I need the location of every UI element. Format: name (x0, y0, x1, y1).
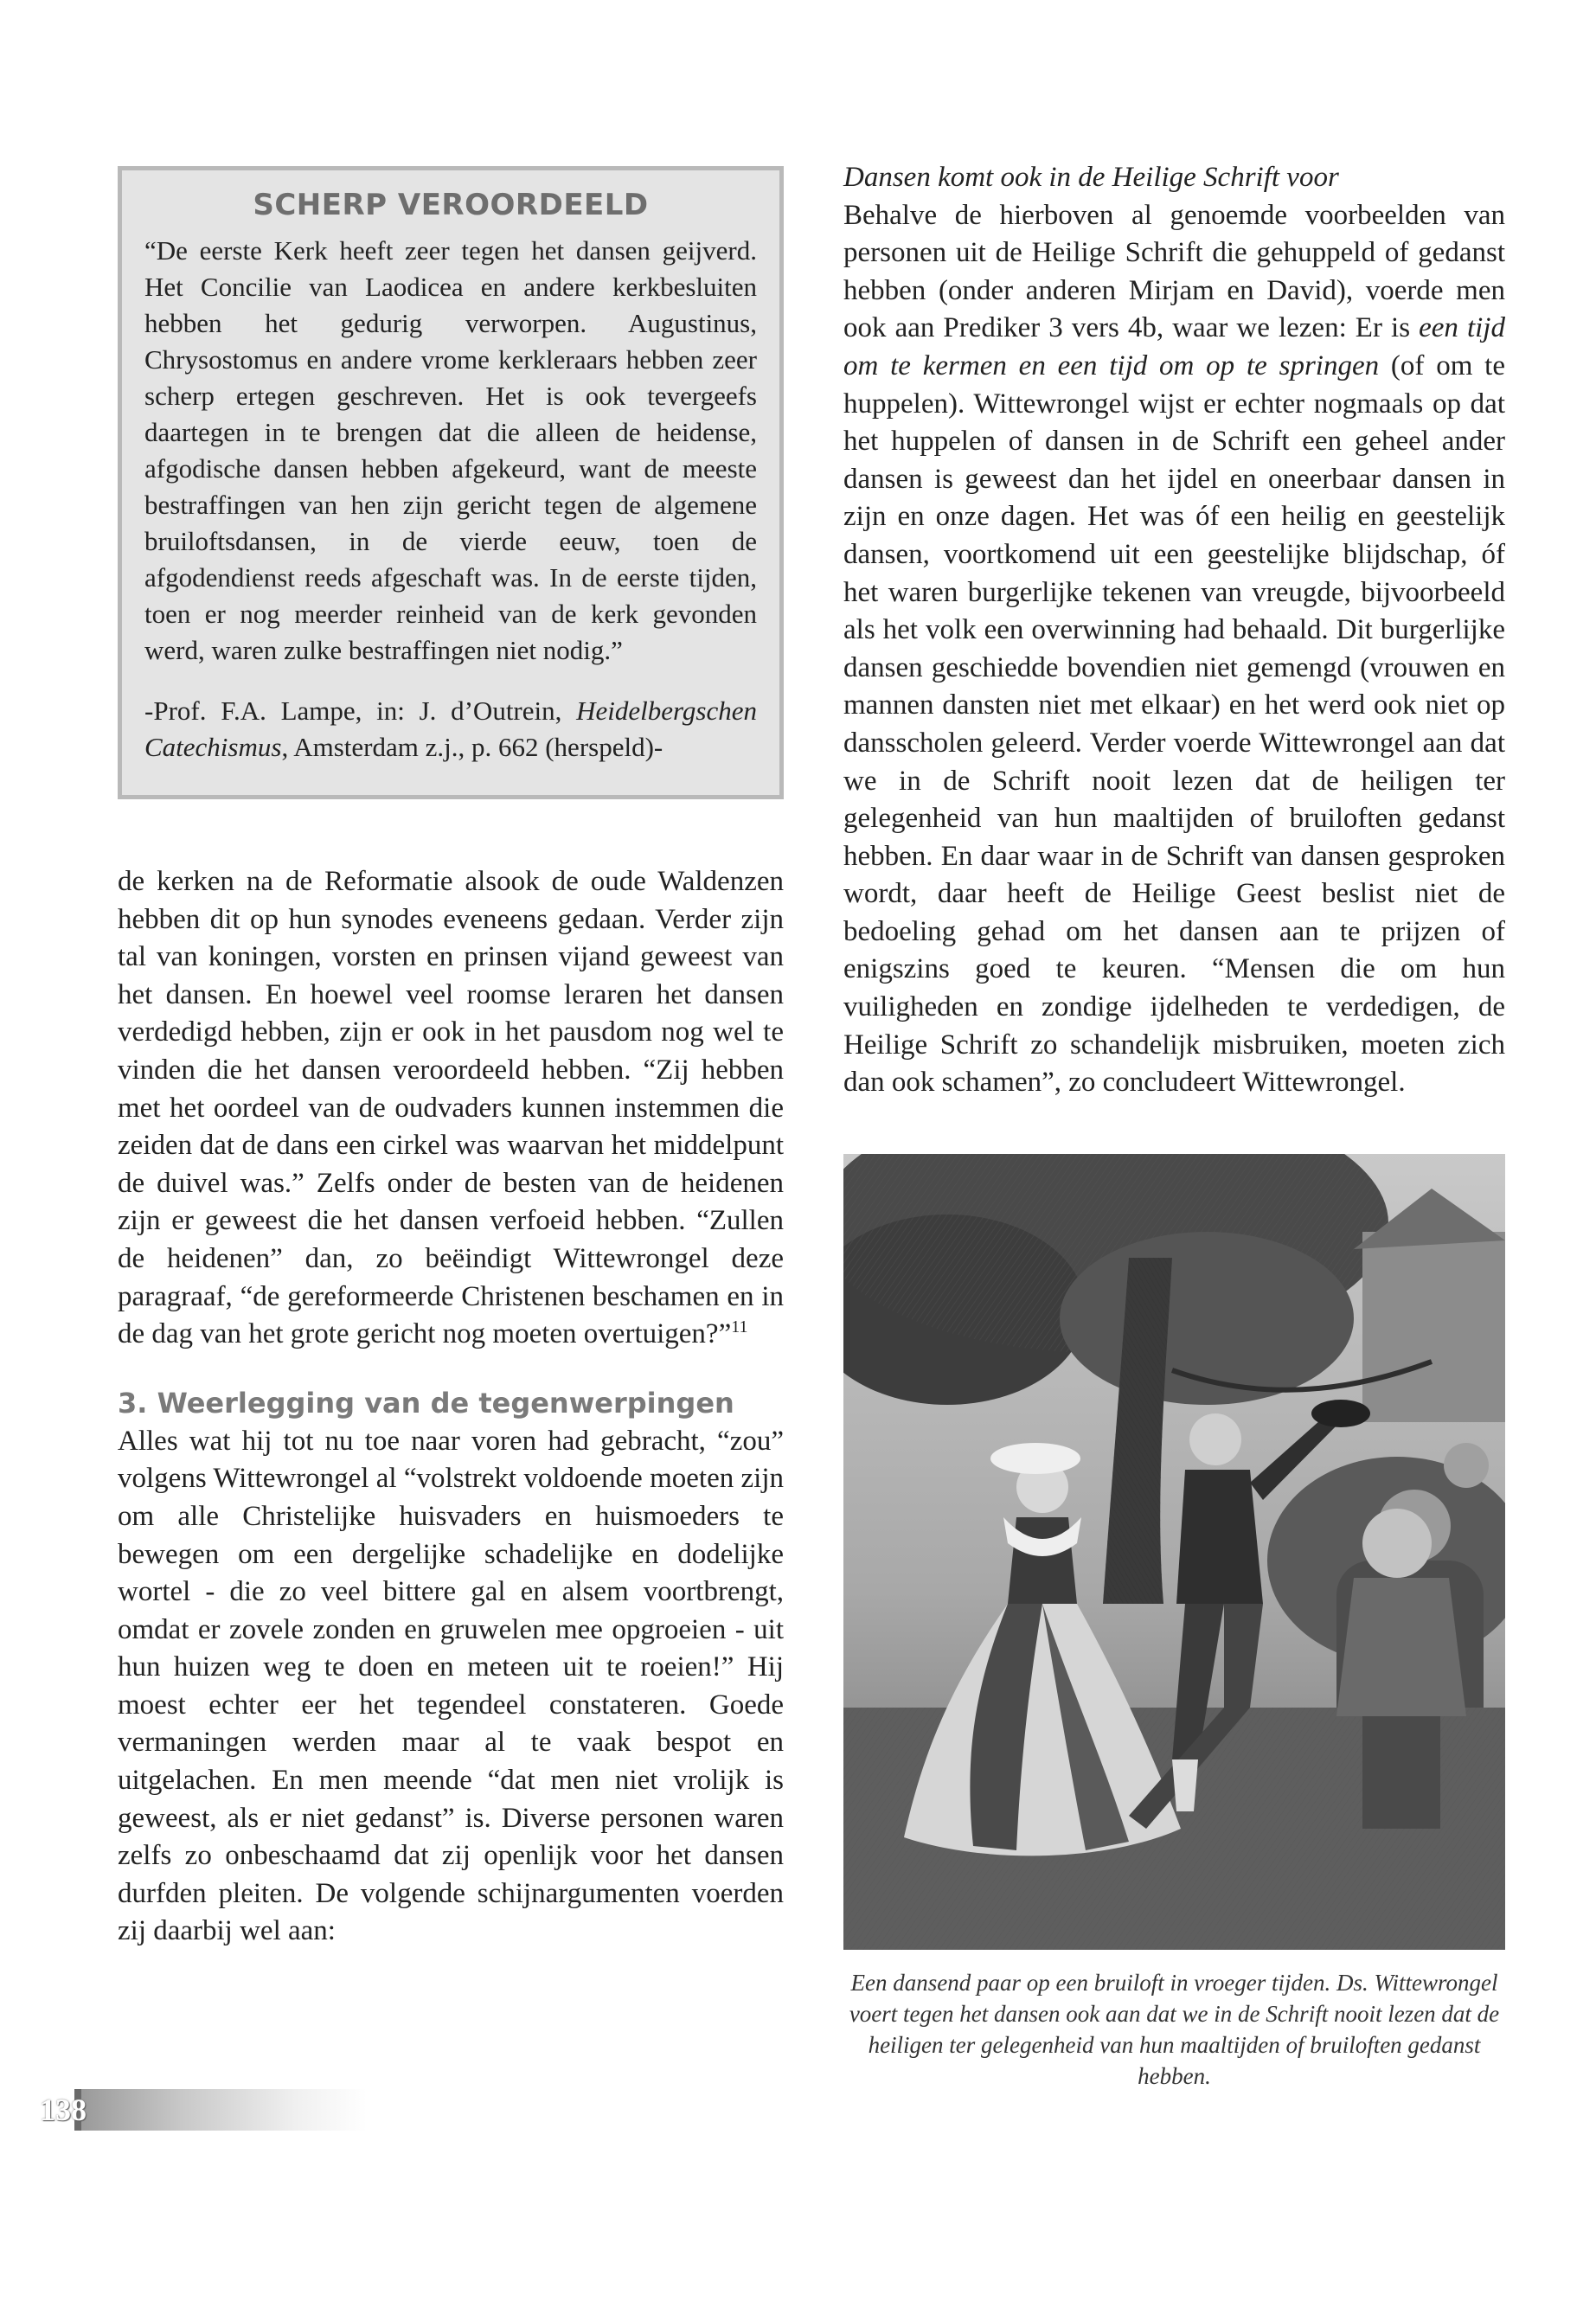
sidebar-box (118, 166, 784, 799)
source-suffix: , Amsterdam z.j., p. 662 (herspeld)- (281, 732, 663, 762)
page-number-bar (74, 2089, 367, 2131)
subheading: Dansen komt ook in de Heilige Schrift voor (843, 162, 1339, 193)
dancing-couple-engraving (843, 1154, 1505, 1950)
continuation-paragraph (118, 863, 784, 1354)
page-number: 138 (40, 2093, 87, 2127)
image-caption: Een dansend paar op een bruiloft in vroeger tijden. Ds. Wittewrongel voert tegen het dansen ook aan dat we in de Schrift nooit lezen dat de heiligen ter gelegenheid van hun maaltijden of bruiloften gedanst hebben. (849, 1969, 1500, 2089)
sidebar-title: SCHERP VEROORDEELD (253, 188, 649, 222)
engraving-illustration (843, 1154, 1505, 1950)
sidebar-source (144, 693, 757, 766)
right-column (843, 159, 1505, 2092)
right-paragraph (843, 197, 1505, 1102)
footnote-reference: 11 (731, 1317, 748, 1337)
source-prefix: -Prof. F.A. Lampe, in: J. d’Outrein, (144, 695, 577, 726)
sidebar-quote: “De eerste Kerk heeft zeer tegen het dansen geijverd. Het Concilie van Laodicea en andere kerkbesluiten hebben het gedurig verworpen. Augustinus, Chrysostomus en andere vrome kerkleraars hebben zeer scherp ertegen geschreven. Het is ook tevergeefs daartegen in te brengen dat die alleen de heidense, afgodische dansen hebben afgekeurd, want de meeste bestraffingen van hen zijn gericht tegen de algemene bruiloftsdansen, in de vierde eeuw, toen de afgodendienst reeds afgeschaft was. In de eerste tijden, toen er nog meerder reinheid van de kerk gevonden werd, waren zulke bestraffingen niet nodig.” (144, 235, 757, 665)
right-paragraph-italic: een tijd om te kermen en een tijd om op te springen (843, 312, 1505, 381)
right-paragraph-b: (of om te huppelen). Wittewrongel wijst er echter nogmaals op dat het huppelen of dansen in de Schrift een geheel ander dansen is geweest dan het ijdel en oneerbaar dansen in zijn en onze dagen. Het was óf een heilig en geestelijk dansen, voortkomend uit een geestelijke blijdschap, óf het waren burgerlijke tekenen van vreugde, bijvoorbeeld als het volk een overwinning had behaald. Dit burgerlijke dansen geschiedde bovendien niet gemengd (vrouwen en mannen dansten niet met elkaar) en het werd ook niet op dansscholen geleerd. Verder voerde Wittewrongel aan dat we in de Schrift nooit lezen dat de heiligen ter gelegenheid van hun maaltijden of bruiloften gedanst hebben. En daar waar in de Schrift van dansen gesproken wordt, daar heeft de Heilige Geest beslist niet de bedoeling gehad om het dansen aan te prijzen of enigszins goed te keuren. “Mensen die om hun vuiligheden en zondige ijdelheden te verdedigen, de Heilige Schrift zo schandelijk misbruiken, moeten zich dan ook schamen”, zo concludeert Wittewrongel. (843, 349, 1505, 1099)
section-heading: 3. Weerlegging van de tegenwerpingen (118, 1386, 734, 1420)
right-paragraph-a: Behalve de hierboven al genoemde voorbeelden van personen uit de Heilige Schrift die gehuppeld of gedanst hebben (onder anderen Mirjam en David), voerde men ook aan Prediker 3 vers 4b, waar we lezen: Er is (843, 199, 1505, 344)
source-title: Heidelbergschen Catechismus (144, 695, 757, 762)
continuation-text: de kerken na de Reformatie alsook de oude Waldenzen hebben dit op hun synodes eveneens gedaan. Verder zijn tal van koningen, vorsten en prinsen vijand geweest van het dansen. En hoewel veel roomse leraren het dansen verdedigd hebben, zijn er ook in het pausdom nog wel te vinden die het dansen veroordeeld hebben. “Zij hebben met het oordeel van de oudvaders kunnen instemmen die zeiden dat de dans een cirkel was waarvan het middelpunt de duivel was.” Zelfs onder de besten van de heidenen zijn er geweest die het dansen verfoeid hebben. “Zullen de heidenen” dan, zo beëindigt Wittewrongel deze paragraaf, “de gereformeerde Christenen beschamen en in de dag van het grote gericht nog moeten overtuigen?” (118, 866, 784, 1350)
section-paragraph: Alles wat hij tot nu toe naar voren had gebracht, “zou” volgens Wittewrongel al “volstrekt voldoende moeten zijn om alle Christelijke huisvaders en huismoeders te bewegen om een dergelijke schadelijke en dodelijke wortel - die zo veel bittere gal en alsem voortbrengt, omdat er zovele zonden en gruwelen mee opgroeien - uit hun huizen weg te doen en meteen uit te roeien!” Hij moest echter eer het tegendeel constateren. Goede vermaningen werden maar al te vaak bespot en uitgelachen. En men meende “dat men niet vrolijk is geweest, als er niet gedanst” is. Diverse personen waren zelfs zo onbeschaamd dat zij openlijk voor het dansen durfden pleiten. De volgende schijnargumenten voerden zij daarbij wel aan: (118, 1425, 784, 1947)
left-column (118, 166, 784, 1951)
